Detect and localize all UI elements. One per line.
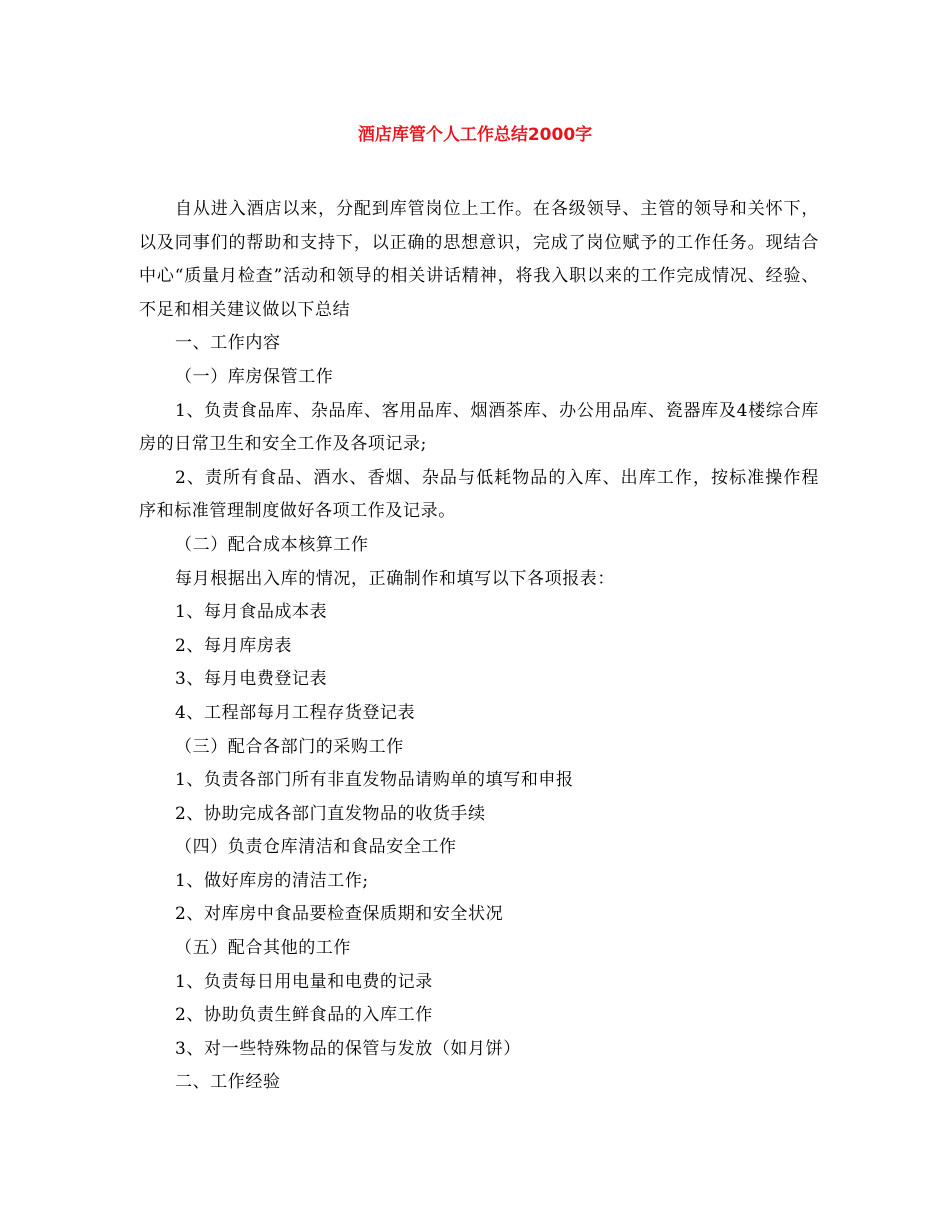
subsection-heading-cost-accounting: （二）配合成本核算工作	[175, 534, 369, 555]
list-item: 1、负责各部门所有非直发物品请购单的填写和申报	[175, 770, 574, 791]
section-heading-work-content: 一、工作内容	[175, 333, 281, 354]
subsection-heading-storage: （一）库房保管工作	[175, 366, 334, 387]
list-item: 2、每月库房表	[175, 635, 293, 656]
list-item: 4、工程部每月工程存货登记表	[175, 702, 416, 723]
section-heading-experience: 二、工作经验	[175, 1072, 281, 1093]
subsection-heading-procurement: （三）配合各部门的采购工作	[175, 736, 404, 757]
list-item: 2、协助负责生鲜食品的入库工作	[175, 1005, 433, 1026]
list-item: 3、对一些特殊物品的保管与发放（如月饼）	[175, 1038, 521, 1059]
list-item: 1、每月食品成本表	[175, 602, 328, 623]
subsection-heading-other: （五）配合其他的工作	[175, 938, 351, 959]
document-body	[139, 193, 819, 1100]
list-item: 2、协助完成各部门直发物品的收货手续	[175, 803, 486, 824]
subsection-heading-cleaning: （四）负责仓库清洁和食品安全工作	[175, 837, 457, 858]
list-item: 2、责所有食品、酒水、香烟、杂品与低耗物品的入库、出库工作，按标准操作程序和标准管理制度做好各项工作及记录。	[139, 467, 819, 522]
list-item: 2、对库房中食品要检查保质期和安全状况	[175, 904, 504, 925]
intro-paragraph: 自从进入酒店以来，分配到库管岗位上工作。在各级领导、主管的领导和关怀下，以及同事们的帮助和支持下，以正确的思想意识，完成了岗位赋予的工作任务。现结合中心“质量月检查”活动和领导的相关讲话精神，将我入职以来的工作完成情况、经验、不足和相关建议做以下总结	[139, 199, 819, 320]
list-item: 1、做好库房的清洁工作;	[175, 870, 369, 891]
subsection-intro: 每月根据出入库的情况，正确制作和填写以下各项报表：	[175, 568, 615, 589]
list-item: 3、每月电费登记表	[175, 669, 328, 690]
list-item: 1、负责食品库、杂品库、客用品库、烟酒茶库、办公用品库、瓷器库及4楼综合库房的日常卫生和安全工作及各项记录;	[139, 400, 819, 455]
document-title: 酒店库管个人工作总结2000字	[357, 125, 593, 145]
list-item: 1、负责每日用电量和电费的记录	[175, 971, 433, 992]
